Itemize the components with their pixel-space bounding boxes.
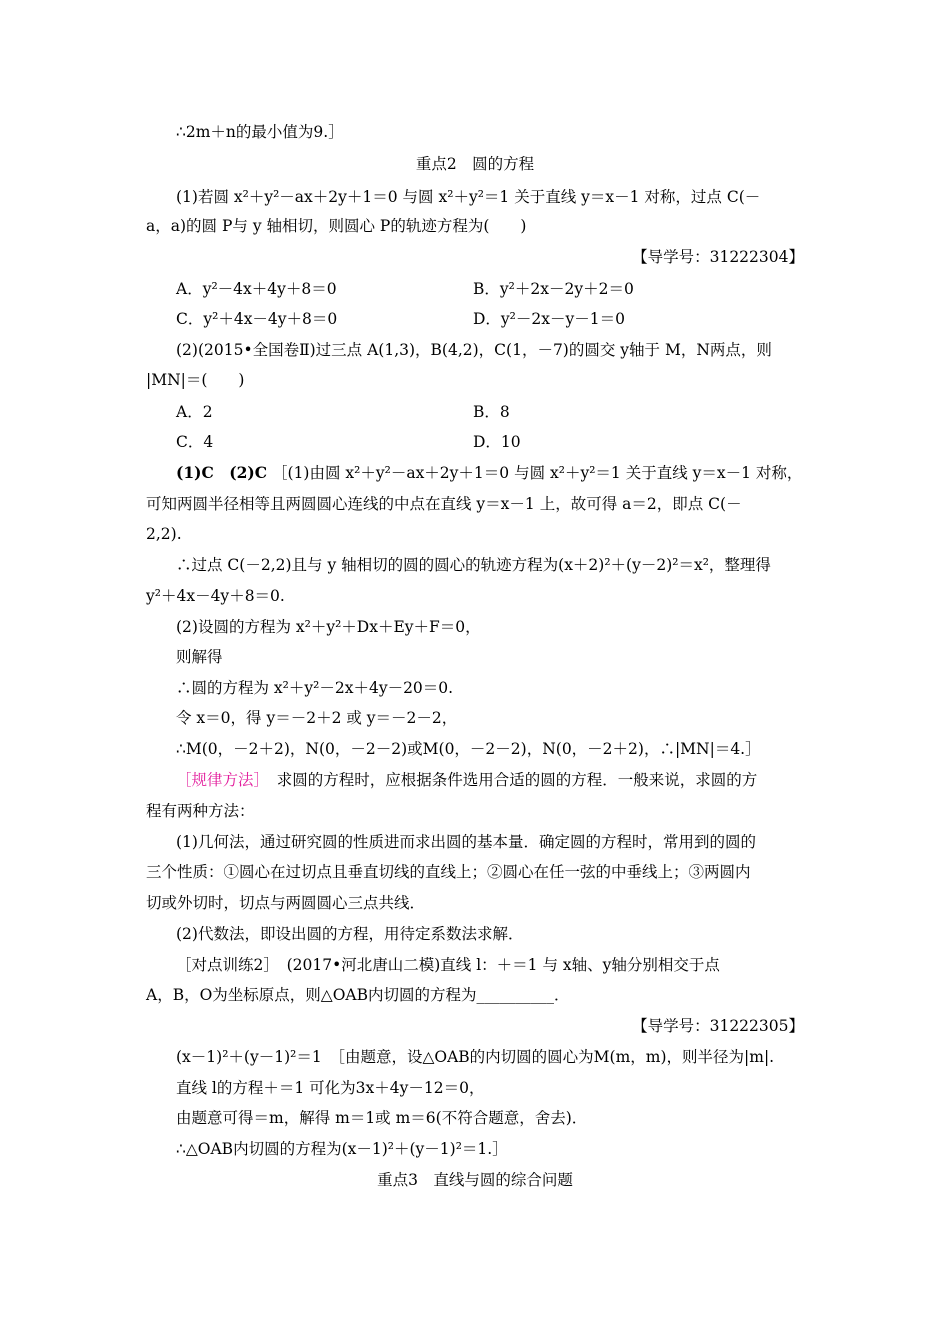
solution-line-1	[176, 463, 802, 483]
exercise-solution-2: 直线 l的方程＋＝1 可化为3x＋4y－12＝0，	[176, 1079, 485, 1097]
option-b: B．8	[473, 403, 510, 421]
problem-1-line-2: a，a)的圆 P与 y 轴相切，则圆心 P的轨迹方程为( )	[146, 217, 527, 235]
solution-line-7: 则解得	[176, 648, 223, 666]
option-b: B．y²＋2x－2y＋2＝0	[473, 280, 634, 298]
section-heading-3: 重点3 直线与圆的综合问题	[377, 1171, 573, 1189]
options-row-1	[176, 279, 806, 299]
exercise-solution-3: 由题意可得＝m，解得 m＝1或 m＝6(不符合题意，舍去)．	[176, 1109, 588, 1127]
solution-text: ［(1)由圆 x²＋y²－ax＋2y＋1＝0 与圆 x²＋y²＝1 关于直线 y＝x－1 对称，	[272, 464, 803, 482]
solution-line-4: ∴过点 C(－2,2)且与 y 轴相切的圆的圆心的轨迹方程为(x＋2)²＋(y－2)²＝x²，整理得	[176, 556, 771, 574]
problem-2-line-2: |MN|＝( )	[146, 371, 245, 389]
guide-number-2: 【导学号：31222305】	[632, 1017, 804, 1035]
section-heading-2: 重点2 圆的方程	[415, 155, 535, 173]
method-line-1	[176, 770, 757, 790]
solution-line-6: (2)设圆的方程为 x²＋y²＋Dx＋Ey＋F＝0，	[176, 618, 481, 636]
options-row-3	[176, 402, 806, 422]
answer-key: (1)C (2)C	[176, 463, 268, 482]
solution-line-10: ∴M(0，－2＋2)，N(0，－2－2)或M(0，－2－2)，N(0，－2＋2)，∴|MN|＝4.］	[176, 740, 761, 758]
option-a: A．2	[176, 403, 213, 421]
exercise-line-2: A，B，O为坐标原点，则△OAB内切圆的方程为__________．	[146, 986, 570, 1004]
option-d: D．10	[473, 433, 521, 451]
method-tag: ［规律方法］	[176, 771, 262, 789]
answer-end-line: ∴2m＋n的最小值为9.］	[176, 123, 344, 141]
options-row-2	[176, 309, 806, 329]
solution-line-2: 可知两圆半径相等且两圆圆心连线的中点在直线 y＝x－1 上，故可得 a＝2，即点 C(－	[146, 495, 742, 513]
method-line-2: 程有两种方法：	[146, 802, 255, 820]
solution-line-3: 2,2).	[146, 525, 182, 543]
exercise-line-1: ［对点训练2］ (2017•河北唐山二模)直线 l：＋＝1 与 x轴、y轴分别相交于点	[176, 956, 720, 974]
guide-number-1: 【导学号：31222304】	[632, 248, 804, 266]
method-line-3: (1)几何法，通过研究圆的性质进而求出圆的基本量．确定圆的方程时，常用到的圆的	[176, 833, 756, 851]
option-c: C．4	[176, 433, 214, 451]
method-line-4: 三个性质：①圆心在过切点且垂直切线的直线上；②圆心在任一弦的中垂线上；③两圆内	[146, 863, 751, 881]
option-c: C．y²＋4x－4y＋8＝0	[176, 310, 338, 328]
problem-1-line-1: (1)若圆 x²＋y²－ax＋2y＋1＝0 与圆 x²＋y²＝1 关于直线 y＝x－1 对称，过点 C(－	[176, 188, 761, 206]
solution-line-9: 令 x＝0，得 y＝－2＋2 或 y＝－2－2，	[176, 709, 458, 727]
solution-line-8: ∴圆的方程为 x²＋y²－2x＋4y－20＝0.	[176, 679, 454, 697]
method-line-5: 切或外切时，切点与两圆圆心三点共线．	[146, 894, 426, 912]
exercise-solution-1: (x－1)²＋(y－1)²＝1 ［由题意，设△OAB的内切圆的圆心为M(m，m)，则半径为|m|.	[176, 1048, 775, 1066]
problem-2-line-1: (2)(2015•全国卷Ⅱ)过三点 A(1,3)，B(4,2)，C(1，－7)的圆交 y轴于 M，N两点，则	[176, 341, 772, 359]
options-row-4	[176, 432, 806, 452]
option-a: A．y²－4x＋4y＋8＝0	[176, 280, 337, 298]
method-text: 求圆的方程时，应根据条件选用合适的圆的方程．一般来说，求圆的方	[261, 771, 758, 789]
option-d: D．y²－2x－y－1＝0	[473, 310, 625, 328]
exercise-solution-4: ∴△OAB内切圆的方程为(x－1)²＋(y－1)²＝1.］	[176, 1140, 508, 1158]
method-line-6: (2)代数法，即设出圆的方程，用待定系数法求解．	[176, 925, 524, 943]
solution-line-5: y²＋4x－4y＋8＝0.	[146, 587, 285, 605]
